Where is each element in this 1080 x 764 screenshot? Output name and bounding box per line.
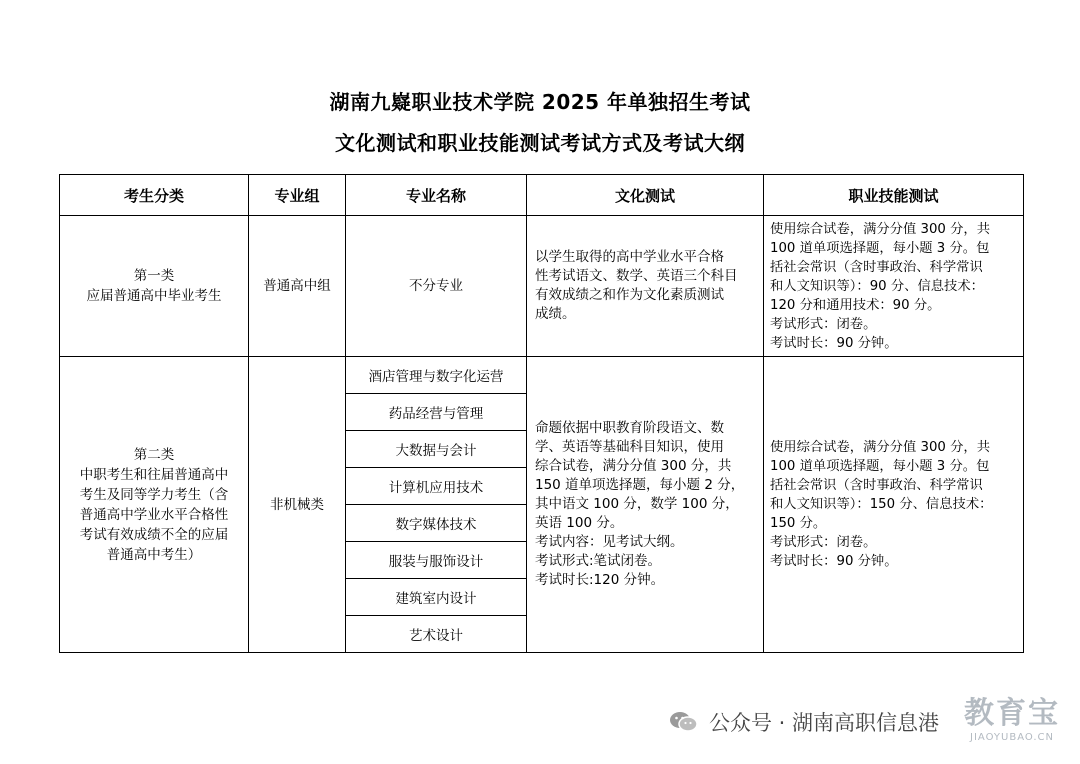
row1-culture-test: 以学生取得的高中学业水平合格 性考试语文、数学、英语三个科目 有效成绩之和作为文化素质测试 成绩。 <box>527 216 764 357</box>
major-cell: 建筑室内设计 <box>346 579 527 616</box>
watermark <box>964 688 1060 743</box>
header-group: 专业组 <box>249 175 346 216</box>
major-cell: 艺术设计 <box>346 616 527 653</box>
header-major: 专业名称 <box>346 175 527 216</box>
row2-culture-test: 命题依据中职教育阶段语文、数 学、英语等基础科目知识，使用 综合试卷，满分分值 300 分，共 150 道单项选择题，每小题 2 分， 其中语文 100 分，数学 100 分， 英语 100 分。 考试内容：见考试大纲。 考试形式:笔试闭卷。 考试时长:120 分钟。 <box>527 357 764 653</box>
row2-group: 非机械类 <box>249 357 346 653</box>
wechat-icon <box>669 710 699 734</box>
row1-major: 不分专业 <box>346 216 527 357</box>
watermark-title: 教育宝 <box>964 696 1060 731</box>
row2-category: 第二类 中职考生和往届普通高中 考生及同等学力考生（含 普通高中学业水平合格性 考试有效成绩不全的应届 普通高中考生） <box>60 357 249 653</box>
major-cell: 大数据与会计 <box>346 431 527 468</box>
watermark-url: JIAOYUBAO.CN <box>970 732 1054 743</box>
major-cell: 计算机应用技术 <box>346 468 527 505</box>
title-line-1: 湖南九嶷职业技术学院 2025 年单独招生考试 <box>329 90 751 114</box>
footer-text: 公众号 · 湖南高职信息港 <box>709 711 940 735</box>
header-category: 考生分类 <box>60 175 249 216</box>
header-culture-test: 文化测试 <box>527 175 764 216</box>
exam-table <box>59 174 1024 653</box>
row1-category: 第一类 应届普通高中毕业考生 <box>60 216 249 357</box>
row2-skill-test: 使用综合试卷，满分分值 300 分，共 100 道单项选择题，每小题 3 分。包 括社会常识（含时事政治、科学常识 和人文知识等）：150 分、信息技术： 150 分。 考试形式：闭卷。 考试时长：90 分钟。 <box>764 357 1024 653</box>
major-cell: 数字媒体技术 <box>346 505 527 542</box>
major-cell: 服装与服饰设计 <box>346 542 527 579</box>
header-row <box>60 175 1024 216</box>
table-row <box>60 357 1024 394</box>
row1-group: 普通高中组 <box>249 216 346 357</box>
row1-skill-test: 使用综合试卷，满分分值 300 分，共 100 道单项选择题，每小题 3 分。包 括社会常识（含时事政治、科学常识 和人文知识等）：90 分、信息技术： 120 分和通用技术：90 分。 考试形式：闭卷。 考试时长：90 分钟。 <box>764 216 1024 357</box>
footer-caption <box>669 704 939 740</box>
major-cell: 酒店管理与数字化运营 <box>346 357 527 394</box>
table-row <box>60 216 1024 357</box>
major-cell: 药品经营与管理 <box>346 394 527 431</box>
header-skill-test: 职业技能测试 <box>764 175 1024 216</box>
title-line-2: 文化测试和职业技能测试考试方式及考试大纲 <box>335 131 745 155</box>
